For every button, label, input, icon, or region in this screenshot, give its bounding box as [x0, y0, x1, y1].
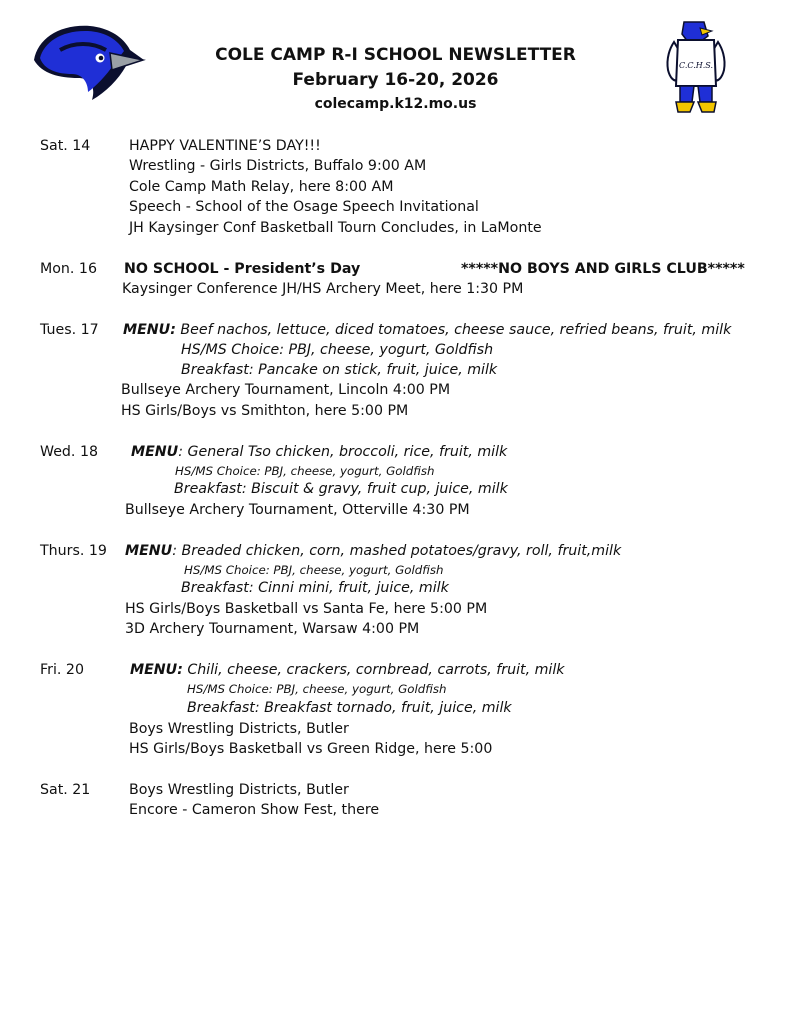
- choice-line: HS/MS Choice: PBJ, cheese, yogurt, Goldfish: [175, 464, 435, 478]
- breakfast-line: Breakfast: Cinni mini, fruit, juice, milk: [181, 580, 449, 596]
- event-line: HS Girls/Boys Basketball vs Santa Fe, here 5:00 PM: [125, 601, 488, 617]
- day-label-wed18: Wed. 18: [40, 444, 99, 460]
- breakfast-line: Breakfast: Pancake on stick, fruit, juice, milk: [181, 362, 498, 378]
- menu-line: [131, 443, 507, 461]
- menu-line: [130, 661, 565, 679]
- day-label-sat21: Sat. 21: [40, 782, 91, 798]
- newsletter-title: COLE CAMP R-I SCHOOL NEWSLETTER: [215, 45, 576, 65]
- menu-items: : Breaded chicken, corn, mashed potatoes/gravy, roll, fruit,milk: [172, 543, 622, 559]
- event-line: Wrestling - Girls Districts, Buffalo 9:00 AM: [129, 158, 427, 174]
- event-line: Bullseye Archery Tournament, Lincoln 4:00 PM: [121, 382, 451, 398]
- choice-line: HS/MS Choice: PBJ, cheese, yogurt, Goldfish: [184, 563, 444, 577]
- event-line: HAPPY VALENTINE’S DAY!!!: [129, 138, 321, 154]
- breakfast-line: Breakfast: Biscuit & gravy, fruit cup, juice, milk: [174, 481, 508, 497]
- breakfast-line: Breakfast: Breakfast tornado, fruit, juice, milk: [187, 700, 512, 716]
- club-notice: *****NO BOYS AND GIRLS CLUB*****: [461, 261, 745, 277]
- event-line: HS Girls/Boys Basketball vs Green Ridge, here 5:00: [129, 741, 493, 757]
- event-line: Kaysinger Conference JH/HS Archery Meet, here 1:30 PM: [122, 281, 524, 297]
- event-line: Encore - Cameron Show Fest, there: [129, 802, 380, 818]
- event-line: Boys Wrestling Districts, Butler: [129, 782, 349, 798]
- day-label-tue17: Tues. 17: [40, 322, 99, 338]
- day-label-sat14: Sat. 14: [40, 138, 91, 154]
- newsletter-website: colecamp.k12.mo.us: [314, 96, 477, 112]
- menu-line: [125, 542, 621, 560]
- event-line: HS Girls/Boys vs Smithton, here 5:00 PM: [121, 403, 409, 419]
- event-line: Bullseye Archery Tournament, Otterville 4:30 PM: [125, 502, 470, 518]
- choice-line: HS/MS Choice: PBJ, cheese, yogurt, Goldfish: [187, 682, 447, 696]
- menu-line: [123, 321, 731, 339]
- newsletter-dates: February 16-20, 2026: [292, 70, 499, 90]
- menu-items: Chili, cheese, crackers, cornbread, carrots, fruit, milk: [182, 662, 565, 678]
- menu-label: MENU:: [130, 662, 183, 678]
- menu-label: MENU: [125, 543, 173, 559]
- menu-items: : General Tso chicken, broccoli, rice, fruit, milk: [178, 444, 508, 460]
- day-label-thu19: Thurs. 19: [40, 543, 107, 559]
- mascot-badge-text: C.C.H.S.: [678, 61, 714, 70]
- event-line: Cole Camp Math Relay, here 8:00 AM: [129, 179, 394, 195]
- event-line: JH Kaysinger Conf Basketball Tourn Concludes, in LaMonte: [129, 220, 542, 236]
- no-school-notice: NO SCHOOL - President’s Day: [124, 261, 361, 277]
- day-label-mon16: Mon. 16: [40, 261, 97, 277]
- event-line: Boys Wrestling Districts, Butler: [129, 721, 349, 737]
- menu-label: MENU: [131, 444, 179, 460]
- menu-label: MENU:: [123, 322, 176, 338]
- menu-items: Beef nachos, lettuce, diced tomatoes, cheese sauce, refried beans, fruit, milk: [180, 322, 732, 338]
- choice-line: HS/MS Choice: PBJ, cheese, yogurt, Goldfish: [181, 342, 494, 358]
- event-line: Speech - School of the Osage Speech Invitational: [129, 199, 479, 215]
- event-line: 3D Archery Tournament, Warsaw 4:00 PM: [125, 621, 420, 637]
- day-label-fri20: Fri. 20: [40, 662, 84, 678]
